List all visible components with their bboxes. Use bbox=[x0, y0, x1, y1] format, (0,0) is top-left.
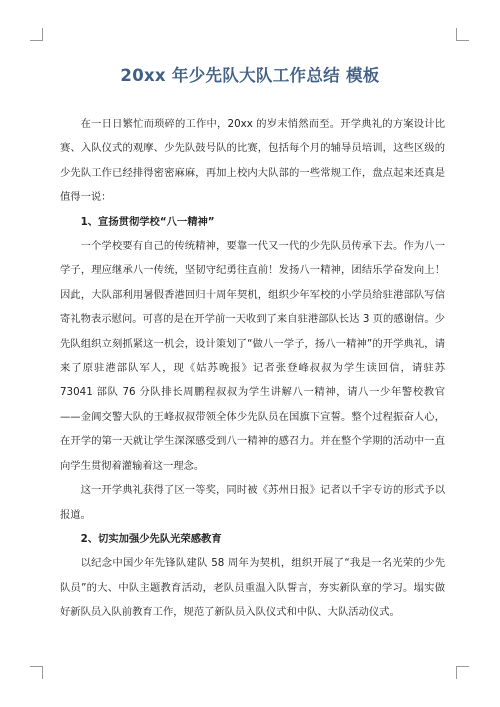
section-1-paragraph-2: 这一开学典礼获得了区一等奖，同时被《苏州日报》记者以千字专访的形式予以报道。 bbox=[60, 484, 445, 521]
intro-paragraph: 在一日日繁忙而琐碎的工作中，20xx 的岁末悄然而至。开学典礼的方案设计比赛、入队仪式的观摩、少先队鼓号队的比赛，包括每个月的辅导员培训，这些区级的少先队工作已经排得密密麻麻，再加上校内大队部的一些常规工作，盘点起来还真是值得一说： bbox=[60, 118, 445, 204]
section-2-paragraph-1: 以纪念中国少年先锋队建队 58 周年为契机，组织开展了“我是一名光荣的少先队员”的大、中队主题教育活动，老队员重温入队誓言，夯实新队章的学习。塌实做好新队员入队前教育工作，规范了新队员入队仪式和中队、大队活动仪式。 bbox=[60, 557, 445, 619]
page-corner-mark-top-left bbox=[30, 28, 43, 41]
section-1-heading: 1、宣扬贯彻学校“八一精神” bbox=[80, 215, 215, 228]
section-2-heading: 2、切实加强少先队光荣感教育 bbox=[80, 532, 222, 545]
page-corner-mark-top-right bbox=[456, 28, 469, 41]
section-1-paragraph-1: 一个学校要有自己的传统精神，要靠一代又一代的少先队员传承下去。作为八一学子，理应继承八一传统，坚韧守纪勇往直前！发扬八一精神，团结乐学奋发向上！因此，大队部利用暑假香港回归十周年契机，组织少年军校的小学员给驻港部队写信寄礼物表示慰问。可喜的是在开学前一天收到了来自驻港部队长达 3 页的感谢信。少先队组织立刻抓紧这一机会，设计策划了“做八一学子，扬八一精神”的开学典礼，请来了原驻港部队军人，现《姑苏晚报》记者张登峰叔叔为学生读回信，请驻苏 73041 部队 76 分队排长周鹏程叔叔为学生讲解八一精神，请八一少年警校教官——金阊交警大队的王峰叔叔带领全体少先队员在国旗下宣誓。整个过程振奋人心，在开学的第一天就让学生深深感受到八一精神的感召力。并在整个学期的活动中一直向学生贯彻着灌输着这一理念。 bbox=[60, 240, 445, 472]
page-corner-mark-bottom-right bbox=[456, 666, 469, 679]
document-body bbox=[60, 112, 445, 625]
document-title: 20xx 年少先队大队工作总结 模板 bbox=[120, 66, 380, 85]
page-corner-mark-bottom-left bbox=[30, 666, 43, 679]
